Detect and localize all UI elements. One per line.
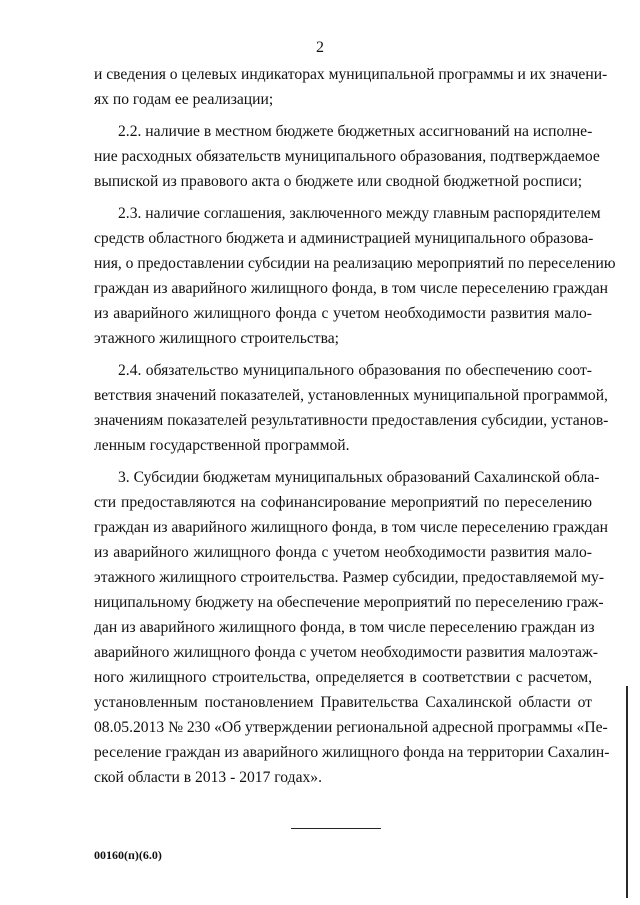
paragraph-2-4 <box>94 358 609 458</box>
text-line: выпиской из правового акта о бюджете или сводной бюджетной росписи; <box>94 173 583 190</box>
text-line: значениям показателей результативности предоставления субсидии, установ- <box>94 412 609 429</box>
text-line: 3. Субсидии бюджетам муниципальных образований Сахалинской обла- <box>118 469 600 486</box>
text-line: аварийного жилищного фонда с учетом необходимости развития малоэтаж- <box>94 644 598 661</box>
text-line: дан из аварийного жилищного фонда, в том числе переселению граждан из <box>94 619 595 636</box>
paragraph-3 <box>94 465 610 790</box>
text-line: граждан из аварийного жилищного фонда, в том числе переселению граждан <box>94 519 608 536</box>
text-line: средств областного бюджета и администрацией муниципального образова- <box>94 230 594 247</box>
text-line: 08.05.2013 № 230 «Об утверждении региональной адресной программы «Пе- <box>94 719 608 736</box>
paragraph-2-2 <box>94 119 600 194</box>
paragraph-continuation <box>94 62 608 112</box>
text-line: реселение граждан из аварийного жилищного фонда на территории Сахалин- <box>94 744 610 761</box>
paragraph-2-3 <box>94 201 616 351</box>
text-line: из аварийного жилищного фонда с учетом необходимости развития мало- <box>94 544 592 561</box>
text-line: ние расходных обязательств муниципального образования, подтверждаемое <box>94 148 600 165</box>
text-line: ской области в 2013 - 2017 годах». <box>94 769 322 786</box>
separator-line <box>291 828 381 829</box>
text-line: ного жилищного строительства, определяется в соответствии с расчетом, <box>94 669 592 686</box>
scan-edge-mark <box>626 686 628 898</box>
text-line: установленным постановлением Правительства Сахалинской области от <box>94 694 592 711</box>
text-line: ях по годам ее реализации; <box>94 91 274 108</box>
text-line: ленным государственной программой. <box>94 437 350 454</box>
text-line: 2.3. наличие соглашения, заключенного между главным распорядителем <box>118 205 601 222</box>
text-line: этажного жилищного строительства. Размер субсидии, предоставляемой му- <box>94 569 605 586</box>
document-code: 00160(п)(6.0) <box>94 848 162 862</box>
text-line: из аварийного жилищного фонда с учетом необходимости развития мало- <box>94 305 592 322</box>
text-line: и сведения о целевых индикаторах муниципальной программы и их значени- <box>94 66 608 83</box>
page-number: 2 <box>316 39 324 56</box>
text-line: 2.4. обязательство муниципального образования по обеспечению соот- <box>118 362 592 379</box>
text-line: ниципальному бюджету на обеспечение мероприятий по переселению граж- <box>94 594 604 611</box>
text-line: ния, о предоставлении субсидии на реализацию мероприятий по переселению <box>94 255 616 272</box>
text-line: сти предоставляются на софинансирование мероприятий по переселению <box>94 494 592 511</box>
text-line: 2.2. наличие в местном бюджете бюджетных ассигнований на исполне- <box>118 123 593 140</box>
text-line: этажного жилищного строительства; <box>94 330 339 347</box>
document-body <box>94 62 616 790</box>
text-line: граждан из аварийного жилищного фонда, в том числе переселению граждан <box>94 280 608 297</box>
text-line: ветствия значений показателей, установленных муниципальной программой, <box>94 387 608 404</box>
